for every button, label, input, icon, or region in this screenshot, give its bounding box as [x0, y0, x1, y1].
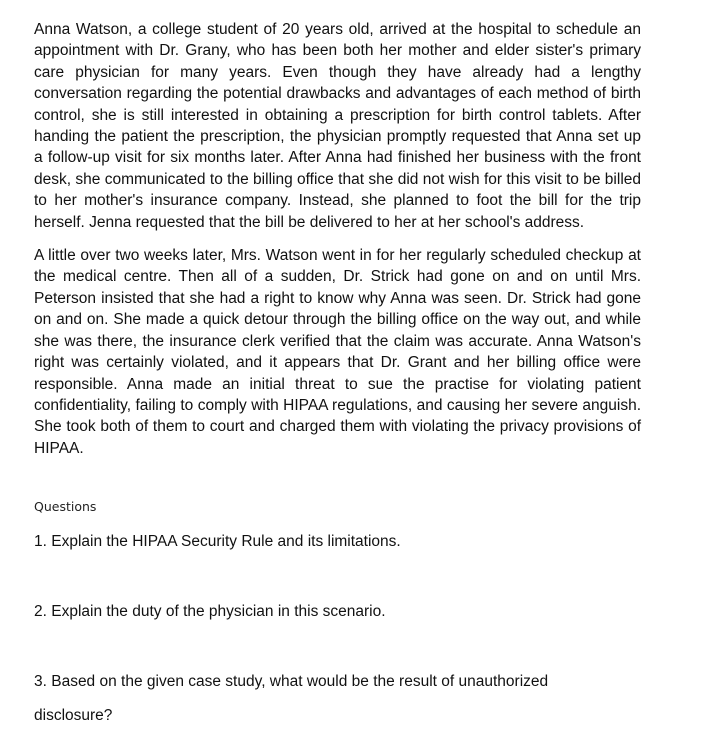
document-body — [34, 19, 641, 724]
question-3: 3. Based on the given case study, what would be the result of unauthorized — [34, 673, 549, 690]
questions-heading: Questions — [34, 499, 97, 514]
question-1: 1. Explain the HIPAA Security Rule and its limitations. — [34, 533, 401, 550]
case-paragraph-2: A little over two weeks later, Mrs. Watson went in for her regularly scheduled checkup at the medical centre. Then all of a sudden, Dr. Strick had gone on and on until Mrs. Peterson insisted that she had a right to know why Anna was seen. Dr. Strick had gone on and on. She made a quick detour through the billing office on the way out, and while she was there, the insurance clerk verified that the claim was accurate. Anna Watson's right was certainly violated, and it appears that Dr. Grant and her billing office were responsible. Anna made an initial threat to sue the practise for violating patient confidentiality, failing to comply with HIPAA regulations, and causing her severe anguish. She took both of them to court and charged them with violating the privacy provisions of HIPAA. — [34, 247, 641, 457]
question-3-continued: disclosure? — [34, 707, 113, 724]
question-2: 2. Explain the duty of the physician in this scenario. — [34, 603, 386, 620]
case-paragraph-1: Anna Watson, a college student of 20 years old, arrived at the hospital to schedule an appointment with Dr. Grany, who has been both her mother and elder sister's primary care physician for many years. Even though they have already had a lengthy conversation regarding the potential drawbacks and advantages of each method of birth control, she is still interested in obtaining a prescription for birth control tablets. After handing the patient the prescription, the physician promptly requested that Anna set up a follow-up visit for six months later. After Anna had finished her business with the front desk, she communicated to the billing office that she did not wish for this visit to be billed to her mother's insurance company. Instead, she planned to foot the bill for the trip herself. Jenna requested that the bill be delivered to her at her school's address. — [34, 21, 641, 231]
